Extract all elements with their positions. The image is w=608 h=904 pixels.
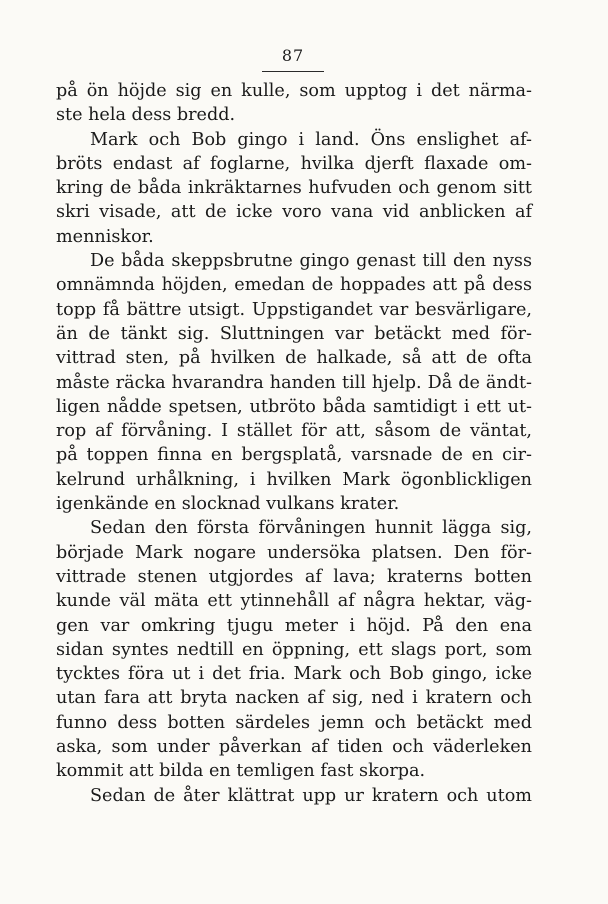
text-line: bröts endast af foglarne, hvilka djerft flaxade om- xyxy=(56,153,532,174)
text-line: funno dess botten särdeles jemn och betäckt med xyxy=(56,712,532,733)
text-line: ste hela dess bredd. xyxy=(56,105,236,126)
text-line: på ön höjde sig en kulle, som upptog i det närma- xyxy=(56,81,532,101)
text-line: rop af förvåning. I stället för att, såsom de väntat, xyxy=(56,421,532,442)
text-line: vittrade stenen utgjordes af lava; kraterns botten xyxy=(56,566,532,587)
text-line: topp få bättre utsigt. Uppstigandet var besvärligare, xyxy=(56,299,532,320)
page-number-rule xyxy=(262,71,324,72)
text-line: menniskor. xyxy=(56,226,154,247)
text-line: kunde väl mäta ett ytinnehåll af några hektar, väg- xyxy=(56,591,532,612)
text-line: kommit att bilda en temligen fast skorpa. xyxy=(56,761,426,782)
text-line: igenkände en slocknad vulkans krater. xyxy=(56,494,400,515)
text-line: på toppen finna en bergsplatå, varsnade de en cir- xyxy=(56,445,532,466)
text-line: än de tänkt sig. Sluttningen var betäckt med för- xyxy=(56,323,532,344)
text-line: skri visade, att de icke voro vana vid anblicken af xyxy=(56,202,532,223)
text-line: gen var omkring tjugu meter i höjd. På den ena xyxy=(56,615,532,636)
text-line: kelrund urhålkning, i hvilken Mark ögonblickligen xyxy=(56,469,532,490)
text-line: ligen nådde spetsen, utbröto båda samtidigt i ett ut- xyxy=(56,396,532,417)
text-line: måste räcka hvarandra handen till hjelp. Då de ändt- xyxy=(56,372,532,393)
page-number: 87 xyxy=(281,46,305,65)
text-line: De båda skeppsbrutne gingo genast till den nyss xyxy=(90,251,532,272)
text-line: började Mark nogare undersöka platsen. Den för- xyxy=(56,542,532,563)
text-line: kring de båda inkräktarnes hufvuden och genom sitt xyxy=(56,178,532,199)
text-line: tycktes föra ut i det fria. Mark och Bob gingo, icke xyxy=(56,664,532,685)
text-line: Mark och Bob gingo i land. Öns enslighet af- xyxy=(90,129,532,150)
text-line: Sedan de åter klättrat upp ur kratern och utom xyxy=(90,785,532,806)
text-line: utan fara att bryta nacken af sig, ned i kratern och xyxy=(56,688,532,709)
text-line: aska, som under påverkan af tiden och väderleken xyxy=(56,737,532,758)
text-line: vittrad sten, på hvilken de halkade, så att de ofta xyxy=(56,348,532,369)
body-text xyxy=(56,79,532,808)
text-line: omnämnda höjden, emedan de hoppades att på dess xyxy=(56,275,532,296)
text-line: Sedan den första förvåningen hunnit lägga sig, xyxy=(90,518,532,539)
text-line: sidan syntes nedtill en öppning, ett slags port, som xyxy=(56,639,532,660)
